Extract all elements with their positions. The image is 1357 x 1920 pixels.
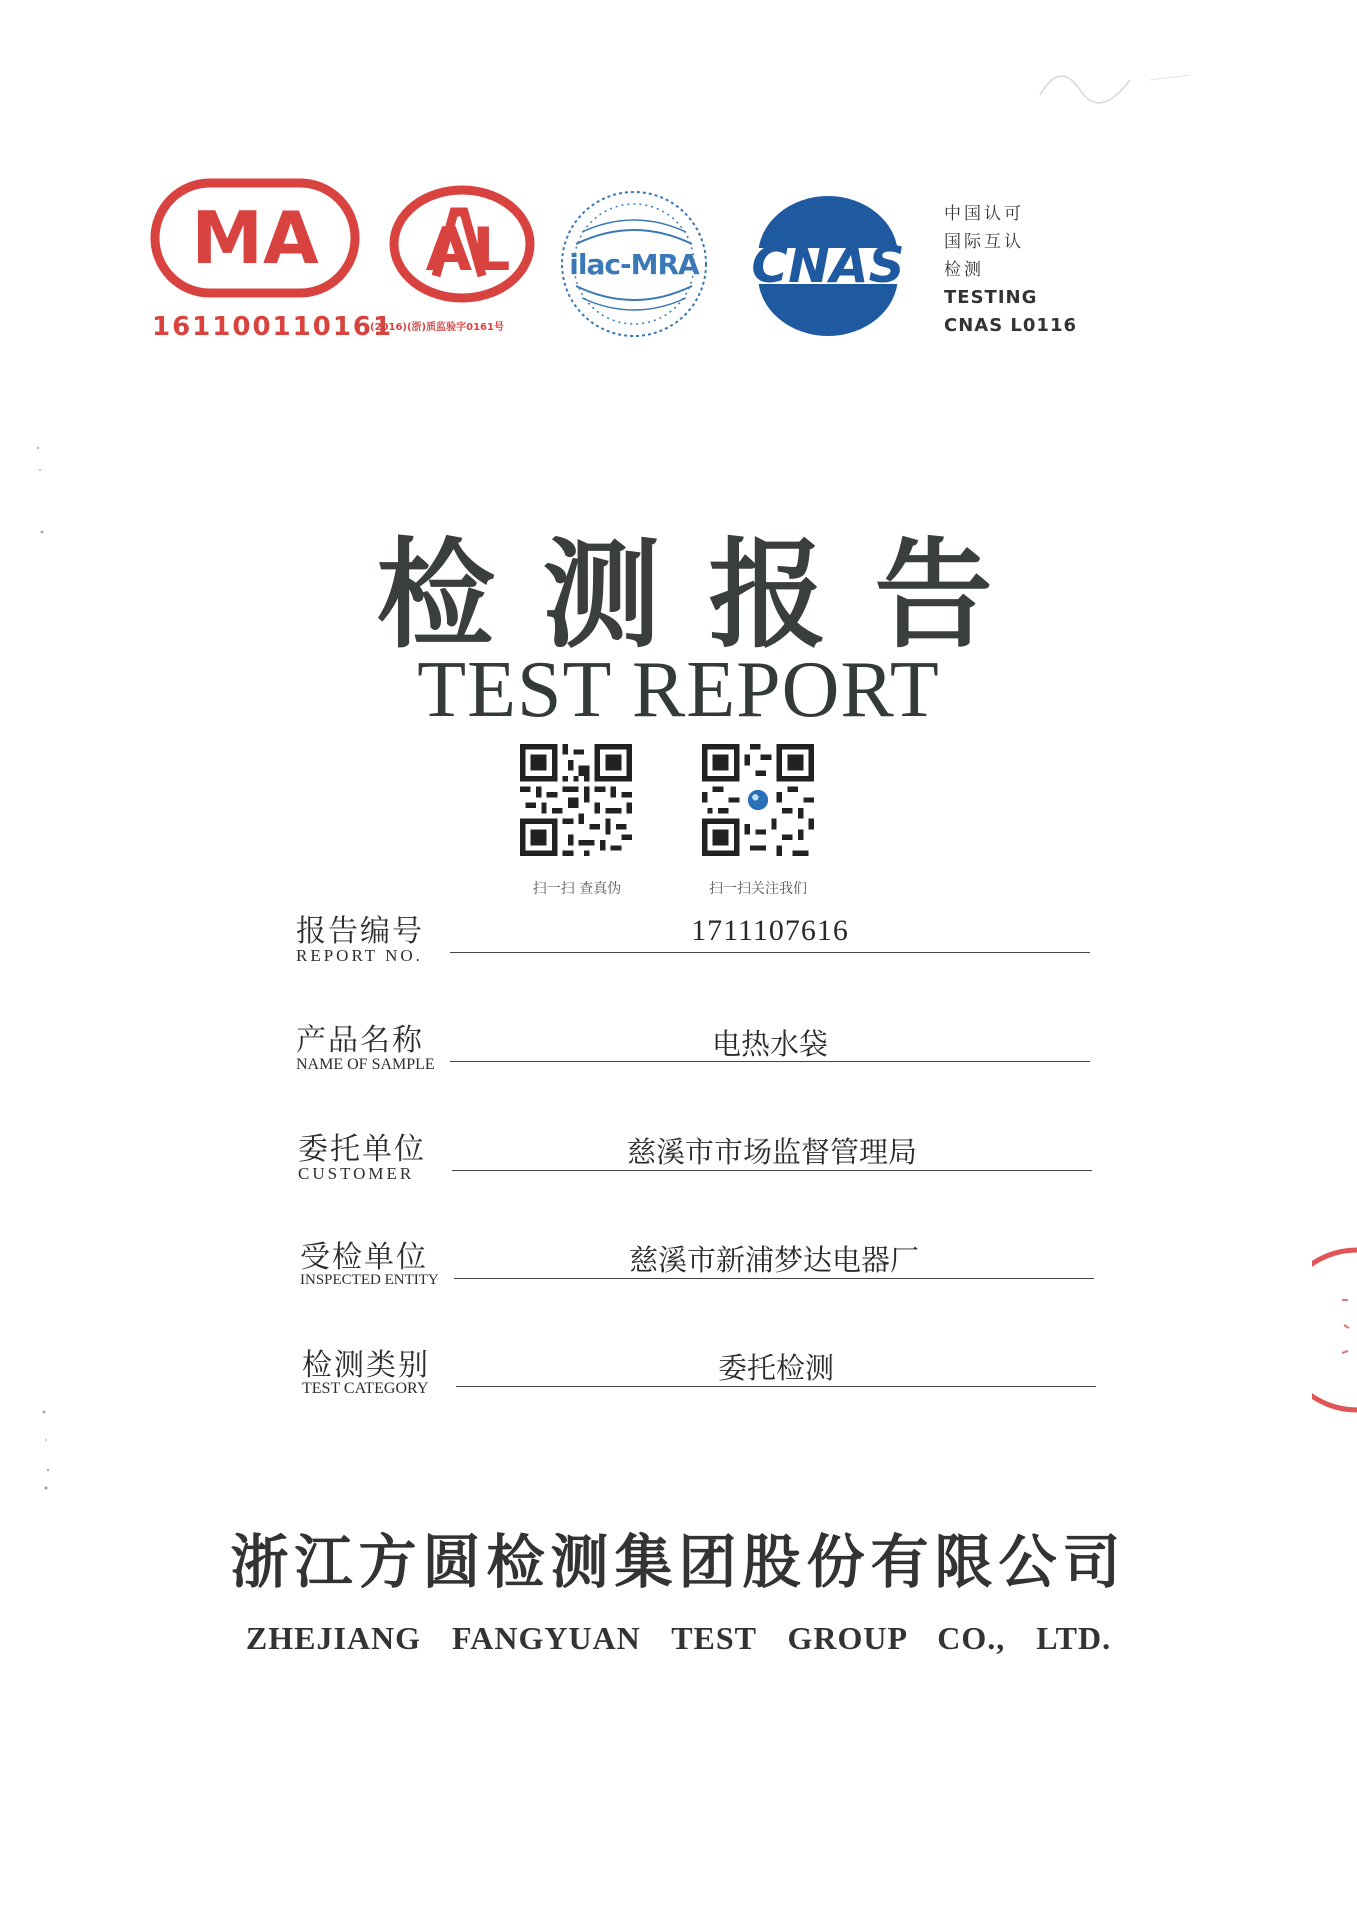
- sample-name-label-en: NAME OF SAMPLE: [296, 1056, 435, 1073]
- sample-name-underline: [450, 1061, 1090, 1062]
- scan-specks: [30, 440, 60, 1520]
- pencil-mark: [1030, 50, 1210, 110]
- inspected-entity-underline: [454, 1278, 1094, 1279]
- report-no-value: 1711107616: [691, 914, 849, 947]
- test-category-value: 委托检测: [717, 1351, 834, 1385]
- customer-underline: [452, 1170, 1092, 1171]
- cma-logo: [150, 178, 360, 298]
- cnas-side-line-2: 国际互认: [944, 232, 1024, 252]
- test-category-underline: [456, 1386, 1096, 1387]
- verify-qr-caption: 扫一扫 查真伪: [532, 881, 622, 897]
- test-category-label-en: TEST CATEGORY: [302, 1380, 429, 1397]
- report-title-zh: 检测报告: [376, 525, 1041, 664]
- cnas-side-line-1: 中国认可: [944, 204, 1024, 224]
- inspected-entity-value: 慈溪市新浦梦达电器厂: [628, 1243, 919, 1277]
- cnas-side-line-5: CNAS L0116: [944, 315, 1078, 336]
- cal-number: (2016)(浙)质监验字0161号: [370, 322, 504, 333]
- follow-qr-code[interactable]: [702, 744, 814, 856]
- cnas-logo: [738, 196, 918, 336]
- customer-label-en: CUSTOMER: [298, 1164, 415, 1183]
- report-no-label-en: REPORT NO.: [296, 946, 423, 965]
- cnas-side-line-3: 检测: [944, 260, 984, 280]
- customer-label-zh: 委托单位: [298, 1132, 426, 1167]
- inspected-entity-label-zh: 受检单位: [300, 1240, 428, 1275]
- company-name-en: ZHEJIANG FANGYUAN TEST GROUP CO., LTD.: [245, 1620, 1112, 1656]
- sample-name-label-zh: 产品名称: [296, 1023, 424, 1058]
- inspected-entity-label-en: INSPECTED ENTITY: [300, 1272, 439, 1288]
- ilac-mra-logo: [556, 186, 712, 342]
- report-title-en: TEST REPORT: [417, 646, 940, 734]
- company-name-zh: 浙江方圆检测集团股份有限公司: [230, 1528, 1127, 1596]
- follow-qr-caption: 扫一扫关注我们: [709, 881, 807, 897]
- cnas-logo-text: CNAS: [751, 236, 905, 294]
- verify-qr-code[interactable]: [520, 744, 632, 856]
- cma-logo-text: MA: [191, 196, 319, 280]
- cnas-accreditation-text: [944, 200, 1077, 340]
- cnas-side-line-4: TESTING: [944, 287, 1038, 308]
- sample-name-value: 电热水袋: [711, 1027, 828, 1061]
- report-no-underline: [450, 952, 1090, 953]
- cal-logo-text: AL: [425, 215, 511, 285]
- test-category-label-zh: 检测类别: [302, 1348, 430, 1383]
- report-no-label-zh: 报告编号: [296, 914, 424, 949]
- ilac-mra-text: ilac-MRA: [569, 248, 699, 281]
- customer-value: 慈溪市市场监督管理局: [626, 1135, 917, 1169]
- cma-number: 161100110161: [152, 312, 394, 342]
- partial-red-seal: [1312, 1245, 1357, 1415]
- cal-logo: [388, 184, 536, 304]
